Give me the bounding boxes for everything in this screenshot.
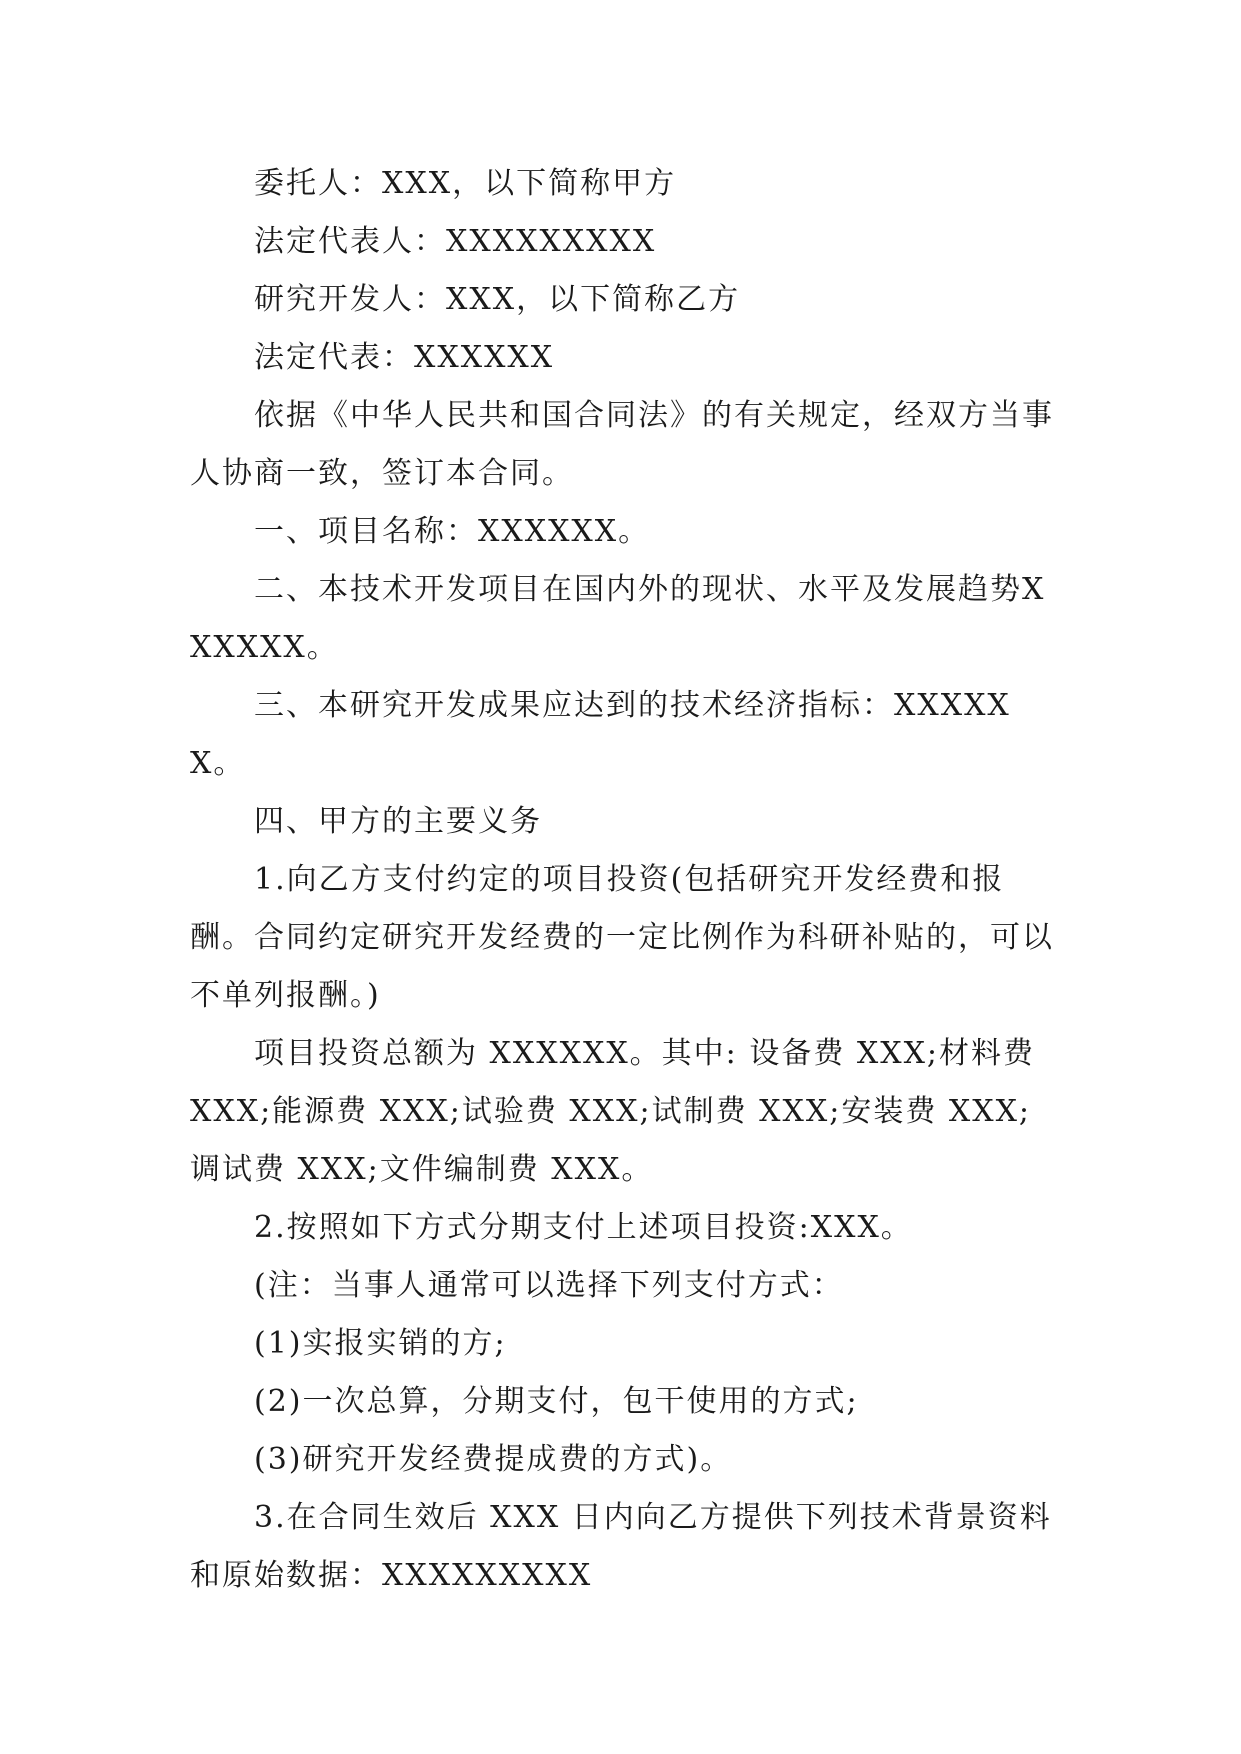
paragraph-client: 委托人：XXX，以下简称甲方: [254, 166, 677, 201]
paragraph-background-data: 3.在合同生效后 XXX 日内向乙方提供下列技术背景资料和原始数据：XXXXXXXXX: [190, 1500, 1052, 1593]
paragraph-legal-representative: 法定代表人：XXXXXXXXX: [254, 224, 657, 259]
paragraph-basis: 依据《中华人民共和国合同法》的有关规定，经双方当事人协商一致，签订本合同。: [190, 398, 1054, 491]
paragraph-option-2: (2)一次总算，分期支付，包干使用的方式;: [254, 1384, 859, 1419]
paragraph-investment-total: 项目投资总额为 XXXXXX。其中: 设备费 XXX;材料费 XXX;能源费 XXX;试验费 XXX;试制费 XXX;安装费 XXX;调试费 XXX;文件编制费 XXX。: [190, 1036, 1036, 1187]
paragraph-obligations-heading: 四、甲方的主要义务: [254, 804, 542, 839]
paragraph-option-3: (3)研究开发经费提成费的方式)。: [254, 1442, 733, 1477]
paragraph-note: (注：当事人通常可以选择下列支付方式：: [254, 1268, 844, 1303]
paragraph-option-1: (1)实报实销的方;: [254, 1326, 507, 1361]
paragraph-status: 二、本技术开发项目在国内外的现状、水平及发展趋势XXXXXX。: [190, 572, 1046, 665]
paragraph-payment-investment: 1.向乙方支付约定的项目投资(包括研究开发经费和报酬。合同约定研究开发经费的一定比例作为科研补贴的，可以不单列报酬。): [190, 862, 1054, 1013]
paragraph-legal-rep-developer: 法定代表：XXXXXX: [254, 340, 555, 375]
paragraph-developer: 研究开发人：XXX，以下简称乙方: [254, 282, 741, 317]
contract-body: [190, 155, 1060, 1605]
paragraph-installments: 2.按照如下方式分期支付上述项目投资:XXX。: [254, 1210, 913, 1245]
paragraph-indicators: 三、本研究开发成果应达到的技术经济指标：XXXXXX。: [190, 688, 1011, 781]
paragraph-project-name: 一、项目名称：XXXXXX。: [254, 514, 651, 549]
